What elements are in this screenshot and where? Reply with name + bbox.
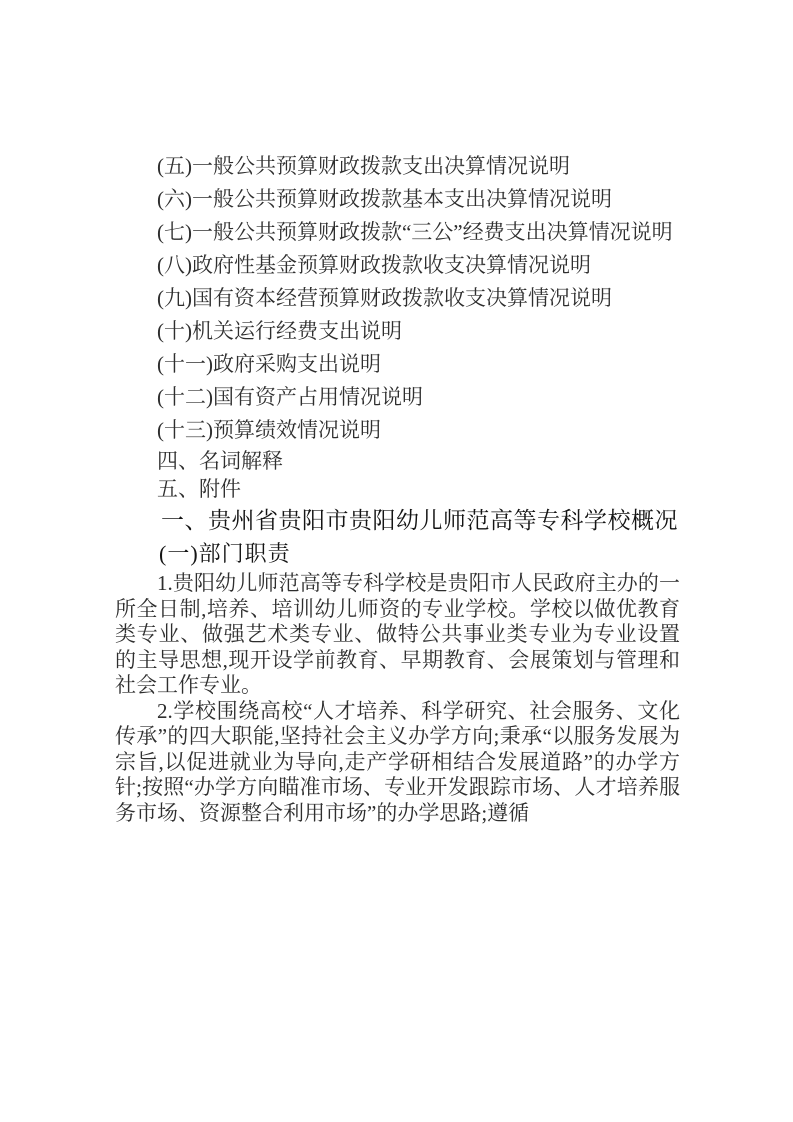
section-heading: 一、贵州省贵阳市贵阳幼儿师范高等专科学校概况 [161, 507, 678, 533]
toc-item: (七)一般公共预算财政拨款“三公”经费支出决算情况说明 [157, 220, 673, 244]
body-paragraph: 2.学校围绕高校“人才培养、科学研究、社会服务、文化传承”的四大职能,坚持社会主义办学方向;秉承“以服务发展为宗旨,以促进就业为导向,走产学研相结合发展道路”的办学方针;按照“办学方向瞄准市场、专业开发跟踪市场、人才培养服务市场、资源整合利用市场”的办学思路;遵循 [115, 698, 680, 825]
table-of-contents [115, 150, 680, 503]
toc-item: (九)国有资本经营预算财政拨款收支决算情况说明 [157, 286, 612, 310]
body-paragraph: 1.贵阳幼儿师范高等专科学校是贵阳市人民政府主办的一所全日制,培养、培训幼儿师资的专业学校。学校以做优教育类专业、做强艺术类专业、做特公共事业类专业为专业设置的主导思想,现开设学前教育、早期教育、会展策划与管理和社会工作专业。 [115, 571, 680, 697]
toc-item: (十)机关运行经费支出说明 [157, 319, 402, 343]
toc-item: (五)一般公共预算财政拨款支出决算情况说明 [157, 154, 570, 178]
toc-item: (十二)国有资产占用情况说明 [157, 385, 423, 409]
toc-item: (八)政府性基金预算财政拨款收支决算情况说明 [157, 253, 591, 277]
toc-item-level1: 五、附件 [157, 477, 241, 501]
section-subheading: (一)部门职责 [159, 541, 291, 566]
toc-item: (六)一般公共预算财政拨款基本支出决算情况说明 [157, 187, 612, 211]
toc-item: (十三)预算绩效情况说明 [157, 418, 381, 442]
toc-item-level1: 四、名词解释 [157, 449, 283, 473]
toc-item: (十一)政府采购支出说明 [157, 352, 381, 376]
